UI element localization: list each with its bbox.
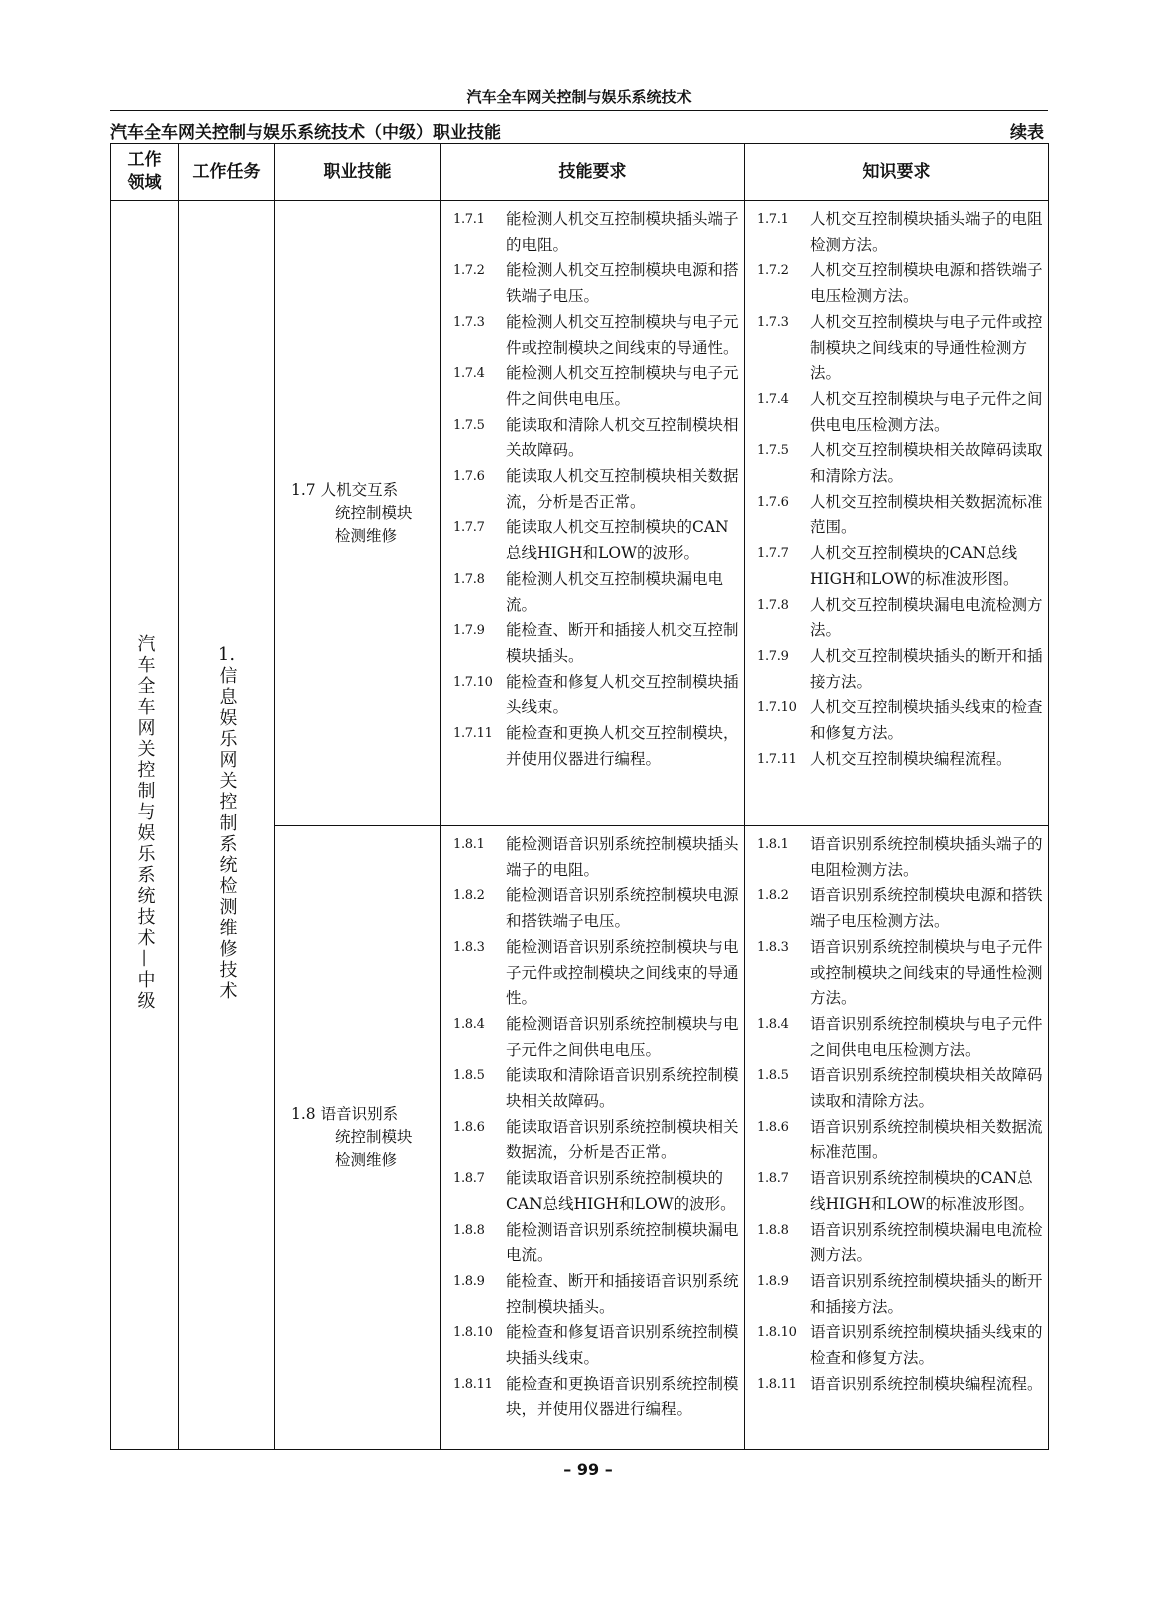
skill-requirement-item <box>453 1115 740 1166</box>
knowledge-requirement-item-text: 语音识别系统控制模块漏电电流检测方法。 <box>810 1220 1043 1265</box>
skill-requirement-item-text: 能检测人机交互控制模块电源和搭铁端子电压。 <box>506 261 739 306</box>
table-caption <box>110 118 1048 142</box>
skill-requirement-item <box>453 1063 740 1114</box>
skill-requirement-item-text: 能读取人机交互控制模块的CAN总线HIGH和LOW的波形。 <box>506 518 729 563</box>
skill-requirement-item <box>453 310 740 361</box>
knowledge-requirement-item <box>757 593 1044 644</box>
knowledge-requirement-item-text: 人机交互控制模块相关故障码读取和清除方法。 <box>810 441 1043 486</box>
skill-requirement-item <box>453 361 740 412</box>
skill-requirement-item-number: 1.7.8 <box>453 571 485 587</box>
knowledge-requirement-item-number: 1.7.9 <box>757 648 789 664</box>
knowledge-requirement-item-number: 1.8.4 <box>757 1016 789 1032</box>
table-title: 汽车全车网关控制与娱乐系统技术（中级）职业技能 <box>110 123 501 143</box>
col-header-skill: 职业技能 <box>275 144 441 201</box>
knowledge-requirement-item <box>757 832 1044 883</box>
skill-requirements-cell <box>441 201 745 826</box>
page-number: – 99 – <box>563 1460 613 1479</box>
knowledge-requirement-item-number: 1.8.7 <box>757 1171 789 1187</box>
skill-requirement-item <box>453 207 740 258</box>
knowledge-requirement-item-number: 1.7.2 <box>757 263 789 279</box>
col-header-knowledge-requirements: 知识要求 <box>745 144 1049 201</box>
knowledge-requirement-item-number: 1.7.4 <box>757 391 789 407</box>
knowledge-requirement-item-number: 1.7.10 <box>757 700 797 716</box>
knowledge-requirement-item-number: 1.8.5 <box>757 1068 789 1084</box>
knowledge-requirement-item-number: 1.7.11 <box>757 751 797 767</box>
knowledge-requirement-item-text: 语音识别系统控制模块电源和搭铁端子电压检测方法。 <box>810 886 1043 931</box>
col-header-task: 工作任务 <box>179 144 275 201</box>
knowledge-requirement-item-text: 语音识别系统控制模块编程流程。 <box>810 1374 1043 1393</box>
skill-requirement-item <box>453 721 740 772</box>
skill-requirement-item <box>453 1166 740 1217</box>
skill-requirement-item-number: 1.7.6 <box>453 469 485 485</box>
skill-requirement-item-text: 能检测语音识别系统控制模块电源和搭铁端子电压。 <box>506 886 739 931</box>
skill-requirement-item-number: 1.8.10 <box>453 1325 493 1341</box>
skill-requirement-item-number: 1.8.7 <box>453 1171 485 1187</box>
skill-requirement-item <box>453 618 740 669</box>
knowledge-requirements-cell <box>745 826 1049 1450</box>
knowledge-requirement-item <box>757 1218 1044 1269</box>
skill-requirement-item-text: 能检测语音识别系统控制模块与电子元件或控制模块之间线束的导通性。 <box>506 937 739 1008</box>
knowledge-requirement-item <box>757 1320 1044 1371</box>
skill-requirement-item-number: 1.7.4 <box>453 366 485 382</box>
knowledge-requirement-item-text: 人机交互控制模块插头线束的检查和修复方法。 <box>810 698 1043 743</box>
skill-requirement-item <box>453 935 740 1012</box>
skill-requirement-item-number: 1.8.2 <box>453 888 485 904</box>
task-number: 1. <box>217 644 236 665</box>
knowledge-requirement-item-number: 1.7.3 <box>757 314 789 330</box>
knowledge-requirement-item-text: 语音识别系统控制模块插头线束的检查和修复方法。 <box>810 1323 1043 1368</box>
knowledge-requirement-item <box>757 310 1044 387</box>
skill-requirement-item <box>453 413 740 464</box>
knowledge-requirement-item-text: 人机交互控制模块编程流程。 <box>810 749 1012 768</box>
skill-requirement-item-text: 能检查和更换人机交互控制模块，并使用仪器进行编程。 <box>506 724 739 768</box>
skill-requirement-item-text: 能检测语音识别系统控制模块插头端子的电阻。 <box>506 835 739 879</box>
skill-requirement-item-text: 能检查、断开和插接语音识别系统控制模块插头。 <box>506 1271 739 1316</box>
skill-name-cell <box>275 826 441 1450</box>
skill-requirement-item <box>453 515 740 566</box>
knowledge-requirement-item-number: 1.8.3 <box>757 939 789 955</box>
knowledge-requirement-item-number: 1.7.1 <box>757 212 789 227</box>
skill-requirement-item <box>453 883 740 934</box>
skill-requirement-item-number: 1.8.5 <box>453 1068 485 1084</box>
skill-requirement-item-number: 1.7.2 <box>453 263 485 279</box>
header-rule <box>110 110 1048 111</box>
knowledge-requirement-item-number: 1.8.10 <box>757 1325 797 1341</box>
skill-requirement-item-text: 能读取和清除人机交互控制模块相关故障码。 <box>506 415 739 460</box>
skill-requirement-item-text: 能检测语音识别系统控制模块漏电电流。 <box>506 1220 739 1265</box>
knowledge-requirement-item-number: 1.7.8 <box>757 597 789 613</box>
knowledge-requirement-item-text: 语音识别系统控制模块相关故障码读取和清除方法。 <box>810 1066 1043 1111</box>
skills-table <box>110 143 1049 1450</box>
knowledge-requirement-item <box>757 258 1044 309</box>
skill-requirement-item-text: 能检查和修复语音识别系统控制模块插头线束。 <box>506 1323 739 1368</box>
task-text: 信息娱乐网关控制系统检测维修技术 <box>216 666 238 1002</box>
col-header-skill-requirements: 技能要求 <box>441 144 745 201</box>
knowledge-requirement-item-text: 语音识别系统控制模块与电子元件之间供电电压检测方法。 <box>810 1014 1043 1059</box>
knowledge-requirement-item <box>757 1012 1044 1063</box>
col-header-domain: 工作领域 <box>111 144 179 201</box>
skill-requirement-item-number: 1.8.6 <box>453 1119 485 1135</box>
skill-name-cell <box>275 201 441 826</box>
skill-requirement-item-text: 能检查和更换语音识别系统控制模块，并使用仪器进行编程。 <box>506 1374 739 1419</box>
skill-requirement-item-text: 能检测语音识别系统控制模块与电子元件之间供电电压。 <box>506 1014 739 1059</box>
skill-name: 1.7 人机交互系 统控制模块 检测维修 <box>291 480 413 545</box>
knowledge-requirement-item-number: 1.8.2 <box>757 888 789 904</box>
skill-requirement-item <box>453 1320 740 1371</box>
skill-requirement-item-number: 1.8.4 <box>453 1016 485 1032</box>
knowledge-requirement-item <box>757 1063 1044 1114</box>
knowledge-requirement-item <box>757 1372 1044 1398</box>
skill-requirement-item-text: 能读取语音识别系统控制模块的CAN总线HIGH和LOW的波形。 <box>506 1169 736 1213</box>
knowledge-requirement-item-text: 语音识别系统控制模块插头端子的电阻检测方法。 <box>810 835 1043 879</box>
skill-requirement-item-number: 1.7.9 <box>453 623 485 639</box>
knowledge-requirement-item <box>757 387 1044 438</box>
knowledge-requirement-item-text: 人机交互控制模块的CAN总线HIGH和LOW的标准波形图。 <box>810 544 1019 588</box>
skill-requirement-item <box>453 258 740 309</box>
skill-requirement-item-text: 能读取人机交互控制模块相关数据流，分析是否正常。 <box>506 467 739 511</box>
knowledge-requirement-item <box>757 1115 1044 1166</box>
knowledge-requirement-item <box>757 747 1044 773</box>
knowledge-requirement-item-text: 人机交互控制模块插头的断开和插接方法。 <box>810 646 1043 691</box>
knowledge-requirement-item <box>757 541 1044 592</box>
knowledge-requirement-item-text: 人机交互控制模块电源和搭铁端子电压检测方法。 <box>810 261 1043 306</box>
skill-requirement-item-number: 1.7.7 <box>453 520 485 536</box>
knowledge-requirement-item <box>757 695 1044 746</box>
knowledge-requirement-item-text: 人机交互控制模块漏电电流检测方法。 <box>810 595 1043 640</box>
skill-requirement-item-text: 能检测人机交互控制模块与电子元件或控制模块之间线束的导通性。 <box>506 312 739 357</box>
knowledge-requirement-item <box>757 644 1044 695</box>
task-cell <box>179 201 275 1450</box>
knowledge-requirement-item <box>757 438 1044 489</box>
continued-label: 续表 <box>1010 123 1044 143</box>
skill-requirement-item-number: 1.8.3 <box>453 939 485 955</box>
knowledge-requirement-item-text: 人机交互控制模块插头端子的电阻检测方法。 <box>810 210 1043 254</box>
skill-requirement-item-number: 1.7.3 <box>453 314 485 330</box>
knowledge-requirements-cell <box>745 201 1049 826</box>
skill-requirement-item-text: 能检测人机交互控制模块漏电电流。 <box>506 569 724 614</box>
knowledge-requirement-item-number: 1.8.6 <box>757 1119 789 1135</box>
skill-requirements-cell <box>441 826 745 1450</box>
skill-requirement-item-number: 1.8.8 <box>453 1222 485 1238</box>
knowledge-requirement-item-number: 1.7.7 <box>757 546 789 562</box>
skill-requirement-item <box>453 1269 740 1320</box>
knowledge-requirement-item-number: 1.8.11 <box>757 1376 797 1392</box>
skill-requirement-item <box>453 1218 740 1269</box>
knowledge-requirement-item <box>757 883 1044 934</box>
skill-requirement-item <box>453 1012 740 1063</box>
skill-requirement-item-number: 1.7.10 <box>453 674 493 690</box>
knowledge-requirement-item <box>757 490 1044 541</box>
knowledge-requirement-item-number: 1.8.8 <box>757 1222 789 1238</box>
skill-requirement-item-number: 1.7.1 <box>453 212 485 227</box>
running-header: 汽车全车网关控制与娱乐系统技术 <box>466 88 692 106</box>
knowledge-requirement-item-text: 人机交互控制模块相关数据流标准范围。 <box>810 492 1043 537</box>
skill-requirement-item <box>453 832 740 883</box>
skill-requirement-item-number: 1.7.5 <box>453 417 485 433</box>
knowledge-requirement-item-number: 1.8.9 <box>757 1273 789 1289</box>
knowledge-requirement-item-text: 人机交互控制模块与电子元件或控制模块之间线束的导通性检测方法。 <box>810 312 1043 383</box>
knowledge-requirement-item <box>757 935 1044 1012</box>
knowledge-requirement-item-text: 语音识别系统控制模块的CAN总线HIGH和LOW的标准波形图。 <box>810 1169 1034 1213</box>
skill-requirement-item-text: 能检测人机交互控制模块与电子元件之间供电电压。 <box>506 364 739 408</box>
skill-requirement-item <box>453 1372 740 1423</box>
skill-requirement-item-number: 1.8.11 <box>453 1376 493 1392</box>
knowledge-requirement-item-number: 1.8.1 <box>757 837 789 852</box>
domain-cell <box>111 201 179 1450</box>
skill-requirement-item-text: 能检测人机交互控制模块插头端子的电阻。 <box>506 210 739 254</box>
skill-requirement-item <box>453 464 740 515</box>
skill-requirement-item-text: 能检查、断开和插接人机交互控制模块插头。 <box>506 621 739 665</box>
knowledge-requirement-item <box>757 1269 1044 1320</box>
skill-name: 1.8 语音识别系 统控制模块 检测维修 <box>291 1105 413 1169</box>
skill-requirement-item-text: 能检查和修复人机交互控制模块插头线束。 <box>506 672 739 717</box>
skill-requirement-item-number: 1.7.11 <box>453 726 493 742</box>
knowledge-requirement-item <box>757 1166 1044 1217</box>
knowledge-requirement-item-text: 语音识别系统控制模块插头的断开和插接方法。 <box>810 1271 1043 1316</box>
skill-requirement-item-text: 能读取语音识别系统控制模块相关数据流，分析是否正常。 <box>506 1117 739 1162</box>
domain-text: 汽车全车网关控制与娱乐系统技术—中级 <box>134 634 156 1012</box>
knowledge-requirement-item-text: 人机交互控制模块与电子元件之间供电电压检测方法。 <box>810 389 1043 434</box>
skill-requirement-item-number: 1.8.1 <box>453 837 485 852</box>
skill-requirement-item <box>453 567 740 618</box>
table-row <box>111 201 1049 826</box>
knowledge-requirement-item-number: 1.7.6 <box>757 494 789 510</box>
skill-requirement-item-text: 能读取和清除语音识别系统控制模块相关故障码。 <box>506 1066 739 1111</box>
knowledge-requirement-item-number: 1.7.5 <box>757 443 789 459</box>
table-header-row <box>111 144 1049 201</box>
skill-requirement-item-number: 1.8.9 <box>453 1273 485 1289</box>
skill-requirement-item <box>453 670 740 721</box>
knowledge-requirement-item <box>757 207 1044 258</box>
knowledge-requirement-item-text: 语音识别系统控制模块相关数据流标准范围。 <box>810 1117 1043 1162</box>
knowledge-requirement-item-text: 语音识别系统控制模块与电子元件或控制模块之间线束的导通性检测方法。 <box>810 937 1043 1008</box>
